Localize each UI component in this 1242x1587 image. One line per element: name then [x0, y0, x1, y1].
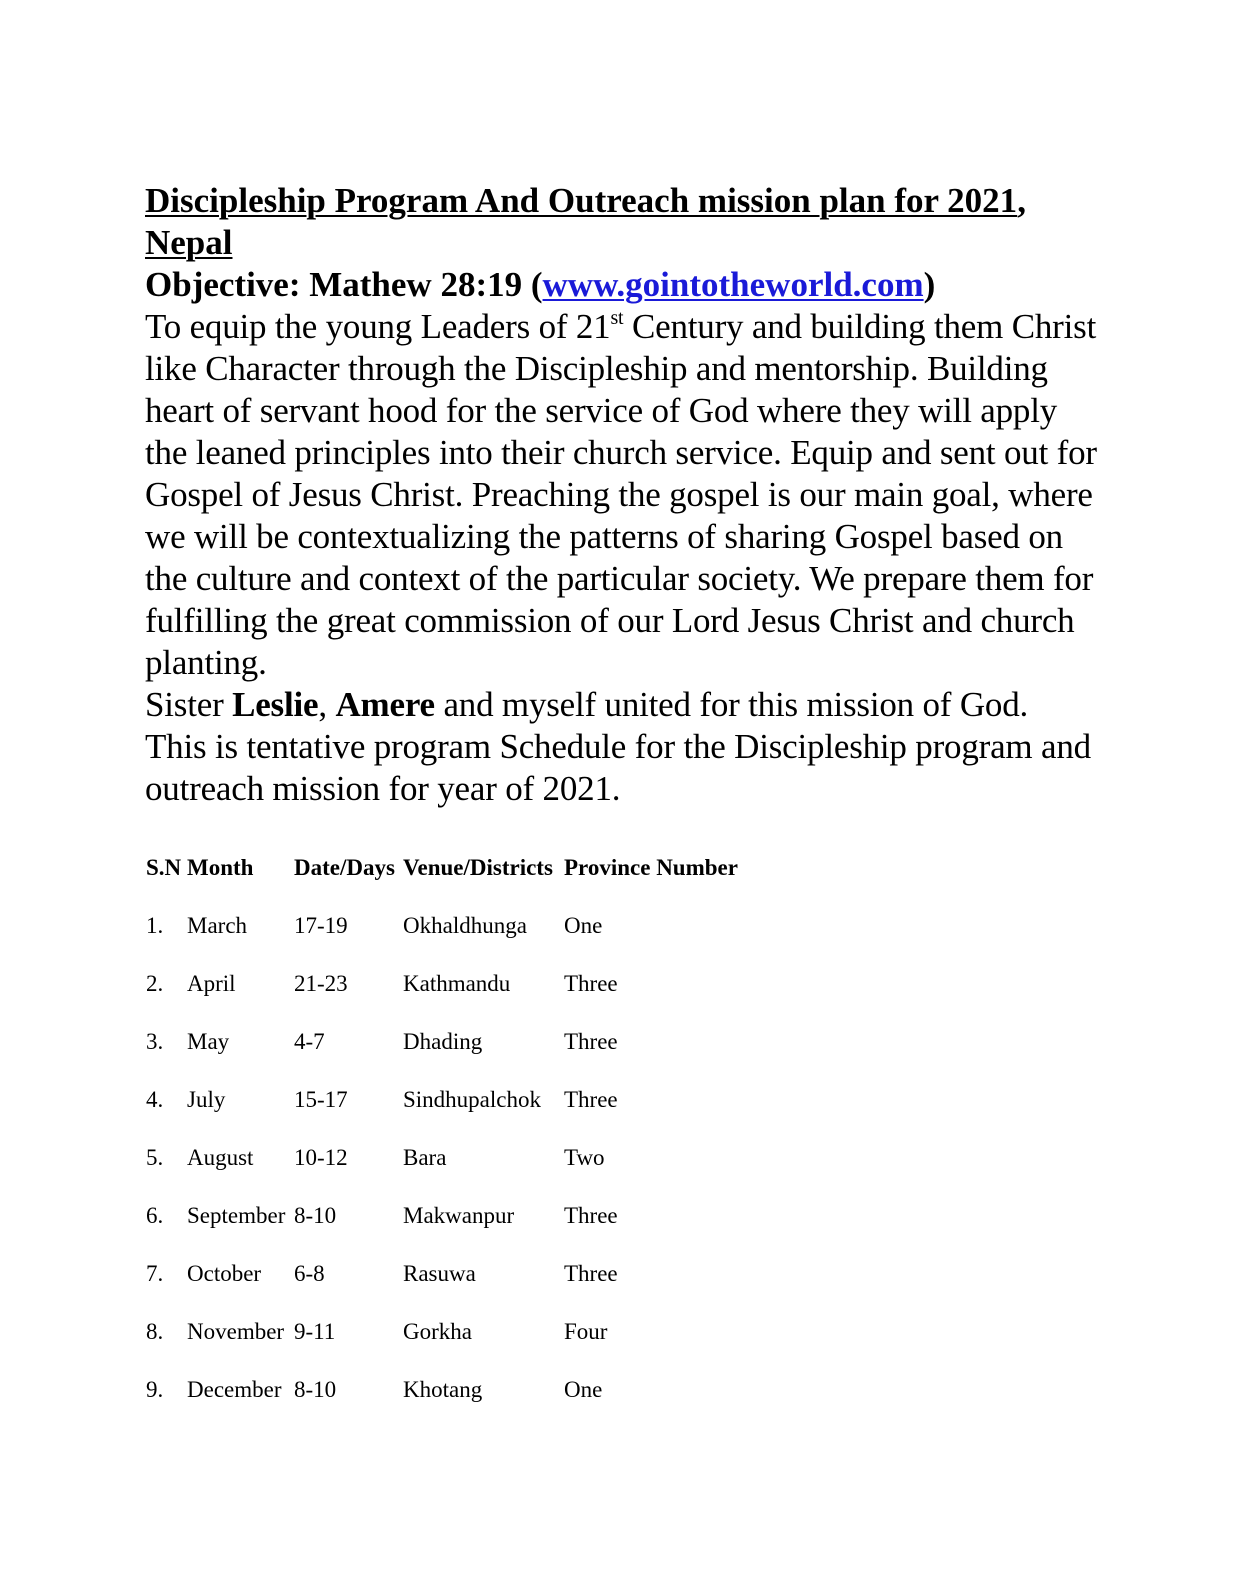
- team-paragraph: [145, 684, 1105, 726]
- table-row: [145, 1029, 845, 1087]
- cell-month: October: [187, 1261, 262, 1286]
- table-row: [145, 1319, 845, 1377]
- document-title: [145, 180, 1105, 264]
- name-leslie: Leslie: [232, 685, 319, 724]
- cell-sn: 6.: [146, 1203, 164, 1228]
- cell-venue: Bara: [403, 1145, 447, 1170]
- cell-venue: Kathmandu: [403, 971, 511, 996]
- objective-line: [145, 264, 1105, 306]
- cell-province: Three: [564, 1087, 618, 1112]
- cell-province: Three: [564, 1261, 618, 1286]
- cell-date: 17-19: [294, 913, 348, 938]
- objective-paragraph: [145, 306, 1105, 684]
- paragraph-text: To equip the young Leaders of 21: [145, 307, 611, 346]
- header-province: Province Number: [564, 855, 738, 880]
- header-month: Month: [187, 855, 254, 880]
- header-venue: Venue/Districts: [403, 855, 553, 880]
- cell-date: 4-7: [294, 1029, 325, 1054]
- cell-province: Three: [564, 1203, 618, 1228]
- paragraph-text: Century and building them Christ like Character through the Discipleship and mentorship. Building heart of servant hood for the service of God where they will apply the leaned principles into their church service. Equip and sent out for Gospel of Jesus Christ. Preaching the gospel is our main goal, where we will be contextualizing the patterns of sharing Gospel based on the culture and context of the particular society. We prepare them for fulfilling the great commission of our Lord Jesus Christ and church planting.: [145, 307, 1097, 682]
- cell-province: One: [564, 1377, 603, 1402]
- cell-date: 8-10: [294, 1377, 337, 1402]
- cell-province: One: [564, 913, 603, 938]
- cell-date: 9-11: [294, 1319, 336, 1344]
- table-row: [145, 913, 845, 971]
- title-comma: ,: [1017, 181, 1026, 220]
- cell-province: Three: [564, 971, 618, 996]
- paragraph-text: Sister: [145, 685, 233, 724]
- paragraph-text: and myself united for this mission of God.: [434, 685, 1029, 724]
- schedule-table: [145, 855, 845, 1435]
- cell-month: August: [187, 1145, 254, 1170]
- cell-venue: Gorkha: [403, 1319, 472, 1344]
- cell-date: 6-8: [294, 1261, 325, 1286]
- website-link[interactable]: www.gointotheworld.com: [542, 265, 924, 304]
- cell-sn: 4.: [146, 1087, 164, 1112]
- cell-venue: Dhading: [403, 1029, 483, 1054]
- cell-province: Four: [564, 1319, 608, 1344]
- header-sn: S.N: [146, 855, 182, 880]
- cell-month: November: [187, 1319, 285, 1344]
- cell-sn: 2.: [146, 971, 164, 996]
- cell-sn: 9.: [146, 1377, 164, 1402]
- cell-month: March: [187, 913, 248, 938]
- cell-date: 21-23: [294, 971, 348, 996]
- cell-month: July: [187, 1087, 226, 1112]
- table-row: [145, 1203, 845, 1261]
- document-page: [145, 180, 1105, 810]
- header-date: Date/Days: [294, 855, 395, 880]
- cell-venue: Khotang: [403, 1377, 483, 1402]
- table-row: [145, 971, 845, 1029]
- cell-month: May: [187, 1029, 230, 1054]
- schedule-intro-paragraph: This is tentative program Schedule for the Discipleship program and outreach mission for year of 2021.: [145, 727, 1091, 808]
- cell-sn: 3.: [146, 1029, 164, 1054]
- cell-date: 8-10: [294, 1203, 337, 1228]
- cell-month: September: [187, 1203, 286, 1228]
- cell-province: Three: [564, 1029, 618, 1054]
- cell-venue: Makwanpur: [403, 1203, 515, 1228]
- table-row: [145, 1145, 845, 1203]
- table-row: [145, 1087, 845, 1145]
- cell-venue: Rasuwa: [403, 1261, 476, 1286]
- title-line-2: Nepal: [145, 223, 233, 262]
- schedule-header-row: [145, 855, 845, 913]
- cell-venue: Sindhupalchok: [403, 1087, 541, 1112]
- title-line-1: Discipleship Program And Outreach mission plan for 2021: [145, 181, 1018, 220]
- cell-sn: 1.: [146, 913, 164, 938]
- objective-label: Objective: Mathew 28:19 (: [145, 265, 543, 304]
- separator: ,: [318, 685, 336, 724]
- table-row: [145, 1261, 845, 1319]
- cell-date: 10-12: [294, 1145, 348, 1170]
- cell-month: December: [187, 1377, 282, 1402]
- cell-date: 15-17: [294, 1087, 348, 1112]
- superscript-st: st: [610, 307, 624, 329]
- name-amere: Amere: [335, 685, 435, 724]
- table-row: [145, 1377, 845, 1435]
- cell-venue: Okhaldhunga: [403, 913, 527, 938]
- objective-close: ): [923, 265, 936, 304]
- cell-sn: 8.: [146, 1319, 164, 1344]
- cell-province: Two: [564, 1145, 605, 1170]
- cell-month: April: [187, 971, 236, 996]
- cell-sn: 5.: [146, 1145, 164, 1170]
- cell-sn: 7.: [146, 1261, 164, 1286]
